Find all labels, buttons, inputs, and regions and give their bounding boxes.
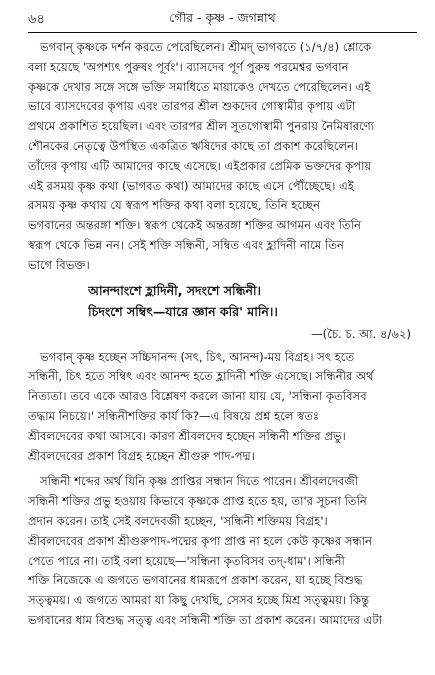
text-line: তদ্ধাম নিচয়ে।' সন্ধিনীশক্তির কার্য কি?—এ বিষয়ে প্রশ্ন হলে স্বতঃ [28, 408, 320, 423]
text-line: কৃষ্ণকে দেখার সঙ্গে সঙ্গে ভক্তি সমাধিতে মায়াকেও দেখতে পেরেছিলেন। এই [28, 79, 371, 94]
text-line: প্রথমে প্রকাশিত হয়েছিল। এবং তারপর শ্রীল সূতগোস্বামী পুনরায় নৈমিষারণ্যে [28, 119, 375, 134]
text-line: এই রসময় কৃষ্ণ কথা (ভাগবত কথা) আমাদের কাছে এসে পৌঁচ্ছেছে। এই [28, 178, 354, 193]
text-line: পেতে পারে না। তাই বলা হয়েছে—'সন্ধিনা কৃতবিসব তদ্-ধাম'। সন্ধিনী [28, 553, 345, 568]
verse-block [28, 280, 417, 322]
text-line: ভাগে বিভক্ত। [28, 257, 90, 272]
text-line: শৌনকের নেতৃত্বে উপস্থিত একত্রিত ঋষিদের কাছে তা প্রকাশ করেছিলেন। [28, 138, 359, 153]
paragraph-2 [28, 348, 417, 467]
text-line: সত্ত্বময়। এ জগতে আমরা যা কিছু দেখছি, সেসব হচ্ছে মিশ্র সত্ত্বময়। কিন্তু [28, 593, 370, 608]
text-line: ভাবে ব্যাসদেবের কৃপায় এবং তারপর শ্রীল শুকদেব গোস্বামীর কৃপায় এটা [28, 99, 356, 114]
text-line: শ্রীবলদেবের প্রকাশ শ্রীগুরুপাদ-পদ্মের কৃপা প্রাপ্ত না হলে কেউ কৃষ্ণের সন্ধান [28, 533, 373, 548]
text-line: বলা হয়েছে 'অপশ্যৎ পুরুষং পূর্বং'। ব্যাসদেব পূর্ণ পুরুষ পরমেশ্বর ভগবান [28, 59, 349, 74]
text-line: শক্তি নিজেকে এ জগতে ভগবানের ধামরূপে প্রকাশ করেন, যা হচ্ছে বিশুদ্ধ [28, 573, 363, 588]
running-title: গৌর - কৃষ্ণ - জগন্নাথ [169, 10, 276, 25]
page-header [28, 8, 417, 32]
paragraph-3 [28, 472, 417, 630]
verse-line-1: আনন্দাংশে হ্লাদিনী, সদংশে সন্ধিনী। [88, 282, 262, 298]
text-line: শ্রীবলদেবের কথা আসবে। কারণ শ্রীবলদেব হচ্ছেন সন্ধিনী শক্তির প্রভু। [28, 428, 346, 443]
text-line: সন্ধিনী শক্তির প্রভু হওয়ায় কিভাবে কৃষ্ণকে প্রাপ্ত হতে হয়, তা'র সূচনা তিনি [28, 494, 367, 509]
text-line: ভগবানের অন্তরঙ্গা শক্তি। স্বরূপ থেকেই অন্তরঙ্গা শক্তির আগমন এবং তিনি [28, 218, 361, 233]
text-line: ভগবান্ কৃষ্ণকে দর্শন করতে পেরেছিলেন। শ্রীমদ্ ভাগবতে (১/৭/৪) শ্লোকে [40, 40, 372, 54]
text-line: সন্ধিনী শব্দের অর্থ যিনি কৃষ্ণ প্রাপ্তির সন্ধান দিতে পারেন। শ্রীবলদেবজী [40, 474, 359, 489]
header-divider [28, 32, 417, 33]
text-line: তাঁদের কৃপায় এটি আমাদের কাছে এসেছে। এইপ্রকার প্রেমিক ভক্তদের কৃপায় [28, 158, 372, 173]
verse-line-2: চিদংশে সম্বিৎ—যারে জ্ঞান করি' মানি।। [88, 303, 278, 319]
text-line: প্রদান করেন। তাই সেই বলদেবজী হচ্ছেন, 'সন্ধিনী শক্তিময় বিগ্রহ'। [28, 513, 328, 528]
paragraph-1 [28, 38, 417, 276]
text-line: সন্ধিনী, চিৎ হতে সম্বিৎ এবং আনন্দ হতে হ্লাদিনী শক্তি এসেছে। সন্ধিনীর অর্থ [28, 369, 374, 384]
verse-citation: —(চৈ. চ. আ. ৪/৬২) [311, 326, 411, 341]
text-line: ভগবান্ কৃষ্ণ হচ্ছেন সচ্চিদানন্দ (সৎ, চিৎ, আনন্দ)-ময় বিগ্রহ। সৎ হতে [40, 349, 355, 364]
page-body [28, 38, 417, 631]
text-line: রসময় কৃষ্ণ কথায় যে স্বরূপ শক্তির কথা বলা হয়েছে, তিনি হচ্ছেন [28, 198, 320, 213]
text-line: স্বরূপ থেকে ভিন্ন নন। সেই শক্তি সন্ধিনী, সম্বিত এবং হ্লাদিনী নামে তিন [28, 237, 344, 252]
page-number: ৬৪ [28, 12, 45, 27]
text-line: শ্রীবলদেবের প্রকাশ বিগ্রহ হচ্ছেন শ্রীগুরু পাদ-পদ্ম। [28, 448, 255, 463]
text-line: ভগবানের ধাম বিশুদ্ধ সত্ত্ব এবং সন্ধিনী শক্তি তা প্রকাশ করেন। আমাদের এটা [28, 612, 383, 627]
text-line: নিত্যতা। তবে একে আরও বিশ্লেষণ করলে জানা যায় যে, 'সন্ধিনা কৃতবিসব [28, 389, 367, 404]
